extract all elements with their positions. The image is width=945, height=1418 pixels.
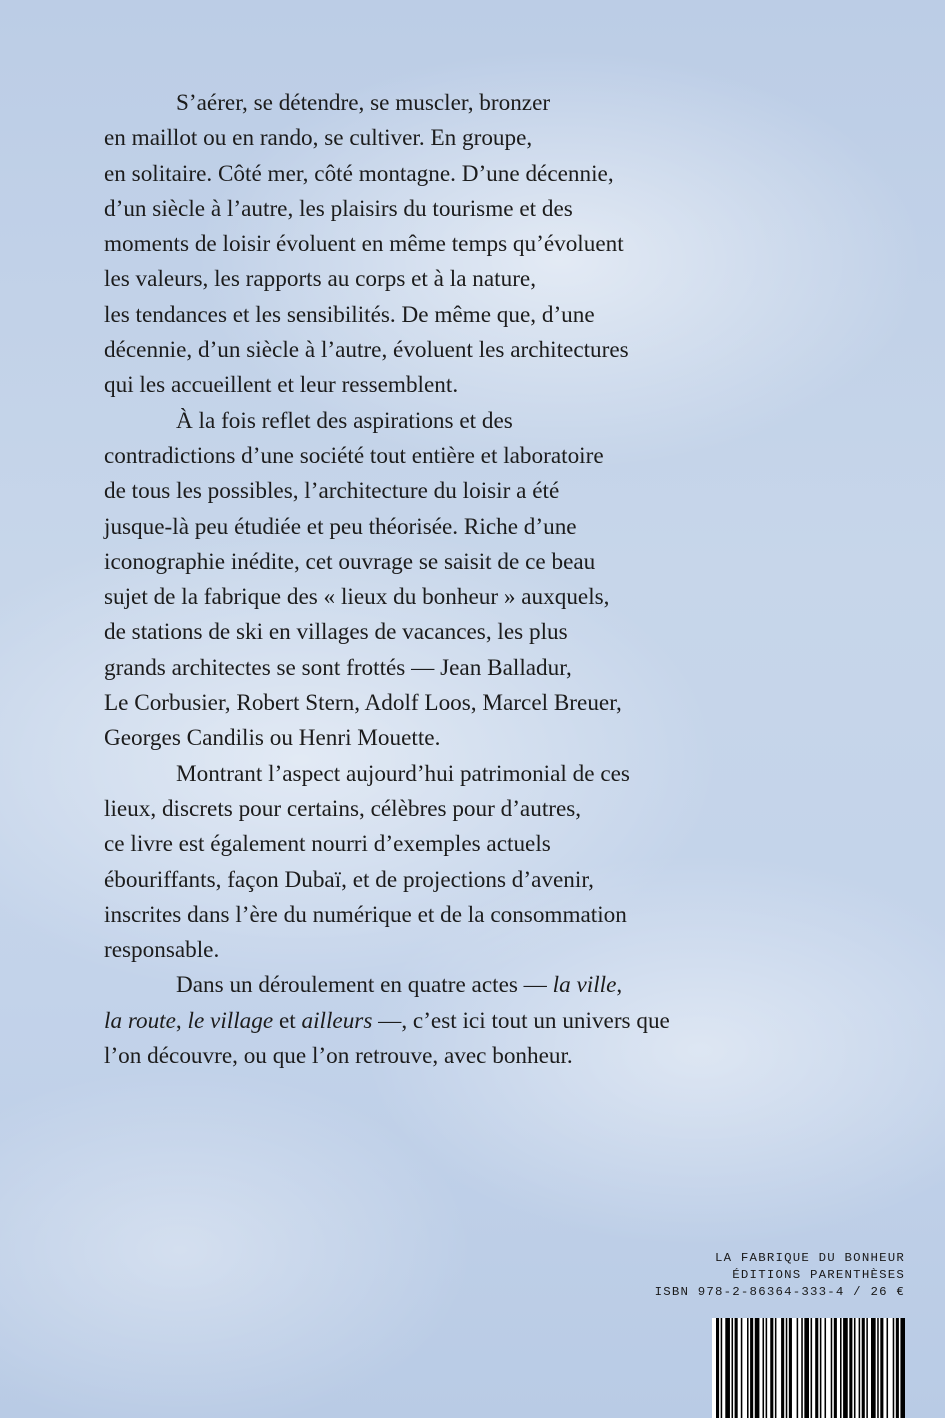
paragraph-1 [104,86,824,404]
text-run: Dans un déroulement en quatre actes — [176,972,553,999]
barcode-bar [877,1318,879,1418]
barcode-bar [786,1318,788,1418]
barcode-bar [871,1318,876,1418]
text-line [104,968,824,1003]
barcode-bar [843,1318,848,1418]
text-line: moments de loisir évoluent en même temps qu’évoluent [104,231,624,258]
text-line: de tous les possibles, l’architecture du loisir a été [104,478,560,505]
barcode-bar [801,1318,803,1418]
text-line: en solitaire. Côté mer, côté montagne. D’une décennie, [104,160,614,187]
text-line: À la fois reflet des aspirations et des [176,407,513,434]
barcode-bar [766,1318,768,1418]
barcode-bar [900,1318,905,1418]
barcode-bar [849,1318,852,1418]
text-line: décennie, d’un siècle à l’autre, évoluent les architectures [104,337,629,364]
text-line: Le Corbusier, Robert Stern, Adolf Loos, Marcel Breuer, [104,690,622,717]
barcode-bar [716,1318,719,1418]
text-line: lieux, discrets pour certains, célèbres pour d’autres, [104,795,582,822]
text-line: ébouriffants, façon Dubaï, et de projections d’avenir, [104,866,594,893]
barcode-bar [789,1318,792,1418]
barcode-bar [866,1318,868,1418]
text-line: l’on découvre, ou que l’on retrouve, avec bonheur. [104,1043,573,1070]
text-line: responsable. [104,937,220,964]
barcode-bar [820,1318,822,1418]
barcode-bar [804,1318,809,1418]
text-line: ce livre est également nourri d’exemples actuels [104,831,551,858]
barcode-bar [896,1318,899,1418]
barcode-bar [887,1318,889,1418]
text-run: , [616,972,623,999]
act-title: le village [187,1007,274,1034]
paragraph-4 [104,968,824,1074]
barcode-bars [712,1318,905,1418]
barcode-bar [880,1318,883,1418]
text-line [104,1004,824,1039]
text-line: iconographie inédite, cet ouvrage se saisit de ce beau [104,548,596,575]
text-line: les valeurs, les rapports au corps et à la nature, [104,266,537,293]
text-line: jusque-là peu étudiée et peu théorisée. Riche d’une [104,513,577,540]
barcode-bar [747,1318,749,1418]
back-cover-text [104,86,824,1074]
barcode [712,1318,905,1418]
barcode-bar [721,1318,723,1418]
publisher-name: ÉDITIONS PARENTHÈSES [732,1268,905,1282]
act-title: la ville [552,972,617,999]
barcode-bar [735,1318,738,1418]
barcode-bar [825,1318,827,1418]
barcode-bar [781,1318,784,1418]
text-run: —, c’est ici tout un univers que [372,1007,670,1034]
text-run: et [273,1007,302,1034]
paragraph-3 [104,757,824,969]
text-line: qui les accueillent et leur ressemblent. [104,372,459,399]
text-line: Montrant l’aspect aujourd’hui patrimonial de ces [176,760,630,787]
barcode-bar [862,1318,865,1418]
book-title: LA FABRIQUE DU BONHEUR [715,1251,905,1265]
barcode-bar [755,1318,760,1418]
barcode-bar [763,1318,765,1418]
barcode-bar [725,1318,730,1418]
barcode-bar [797,1318,799,1418]
colophon [655,1250,905,1301]
barcode-bar [741,1318,743,1418]
barcode-bar [770,1318,773,1418]
barcode-bar [811,1318,813,1418]
text-line: de stations de ski en villages de vacances, les plus [104,619,568,646]
text-line: les tendances et les sensibilités. De même que, d’une [104,301,595,328]
paragraph-2 [104,404,824,757]
barcode-bar [859,1318,861,1418]
barcode-bar [750,1318,753,1418]
barcode-bar [815,1318,818,1418]
text-line: contradictions d’une société tout entière et laboratoire [104,442,604,469]
isbn-price: ISBN 978-2-86364-333-4 / 26 € [654,1285,905,1299]
text-line: en maillot ou en rando, se cultiver. En groupe, [104,125,533,152]
barcode-bar [840,1318,842,1418]
barcode-bar [834,1318,837,1418]
barcode-bar [893,1318,895,1418]
text-line: d’un siècle à l’autre, les plaisirs du tourisme et des [104,195,573,222]
barcode-bar [831,1318,833,1418]
text-run: , [175,1007,188,1034]
text-line: grands architectes se sont frottés — Jean Balladur, [104,654,572,681]
text-line: inscrites dans l’ère du numérique et de la consommation [104,901,627,928]
text-line: sujet de la fabrique des « lieux du bonheur » auxquels, [104,584,610,611]
barcode-bar [732,1318,734,1418]
text-line: Georges Candilis ou Henri Mouette. [104,725,441,752]
barcode-bar [775,1318,777,1418]
barcode-bar [854,1318,856,1418]
text-line: S’aérer, se détendre, se muscler, bronzer [176,90,551,116]
act-title: ailleurs [301,1007,373,1034]
act-title: la route [104,1007,176,1034]
